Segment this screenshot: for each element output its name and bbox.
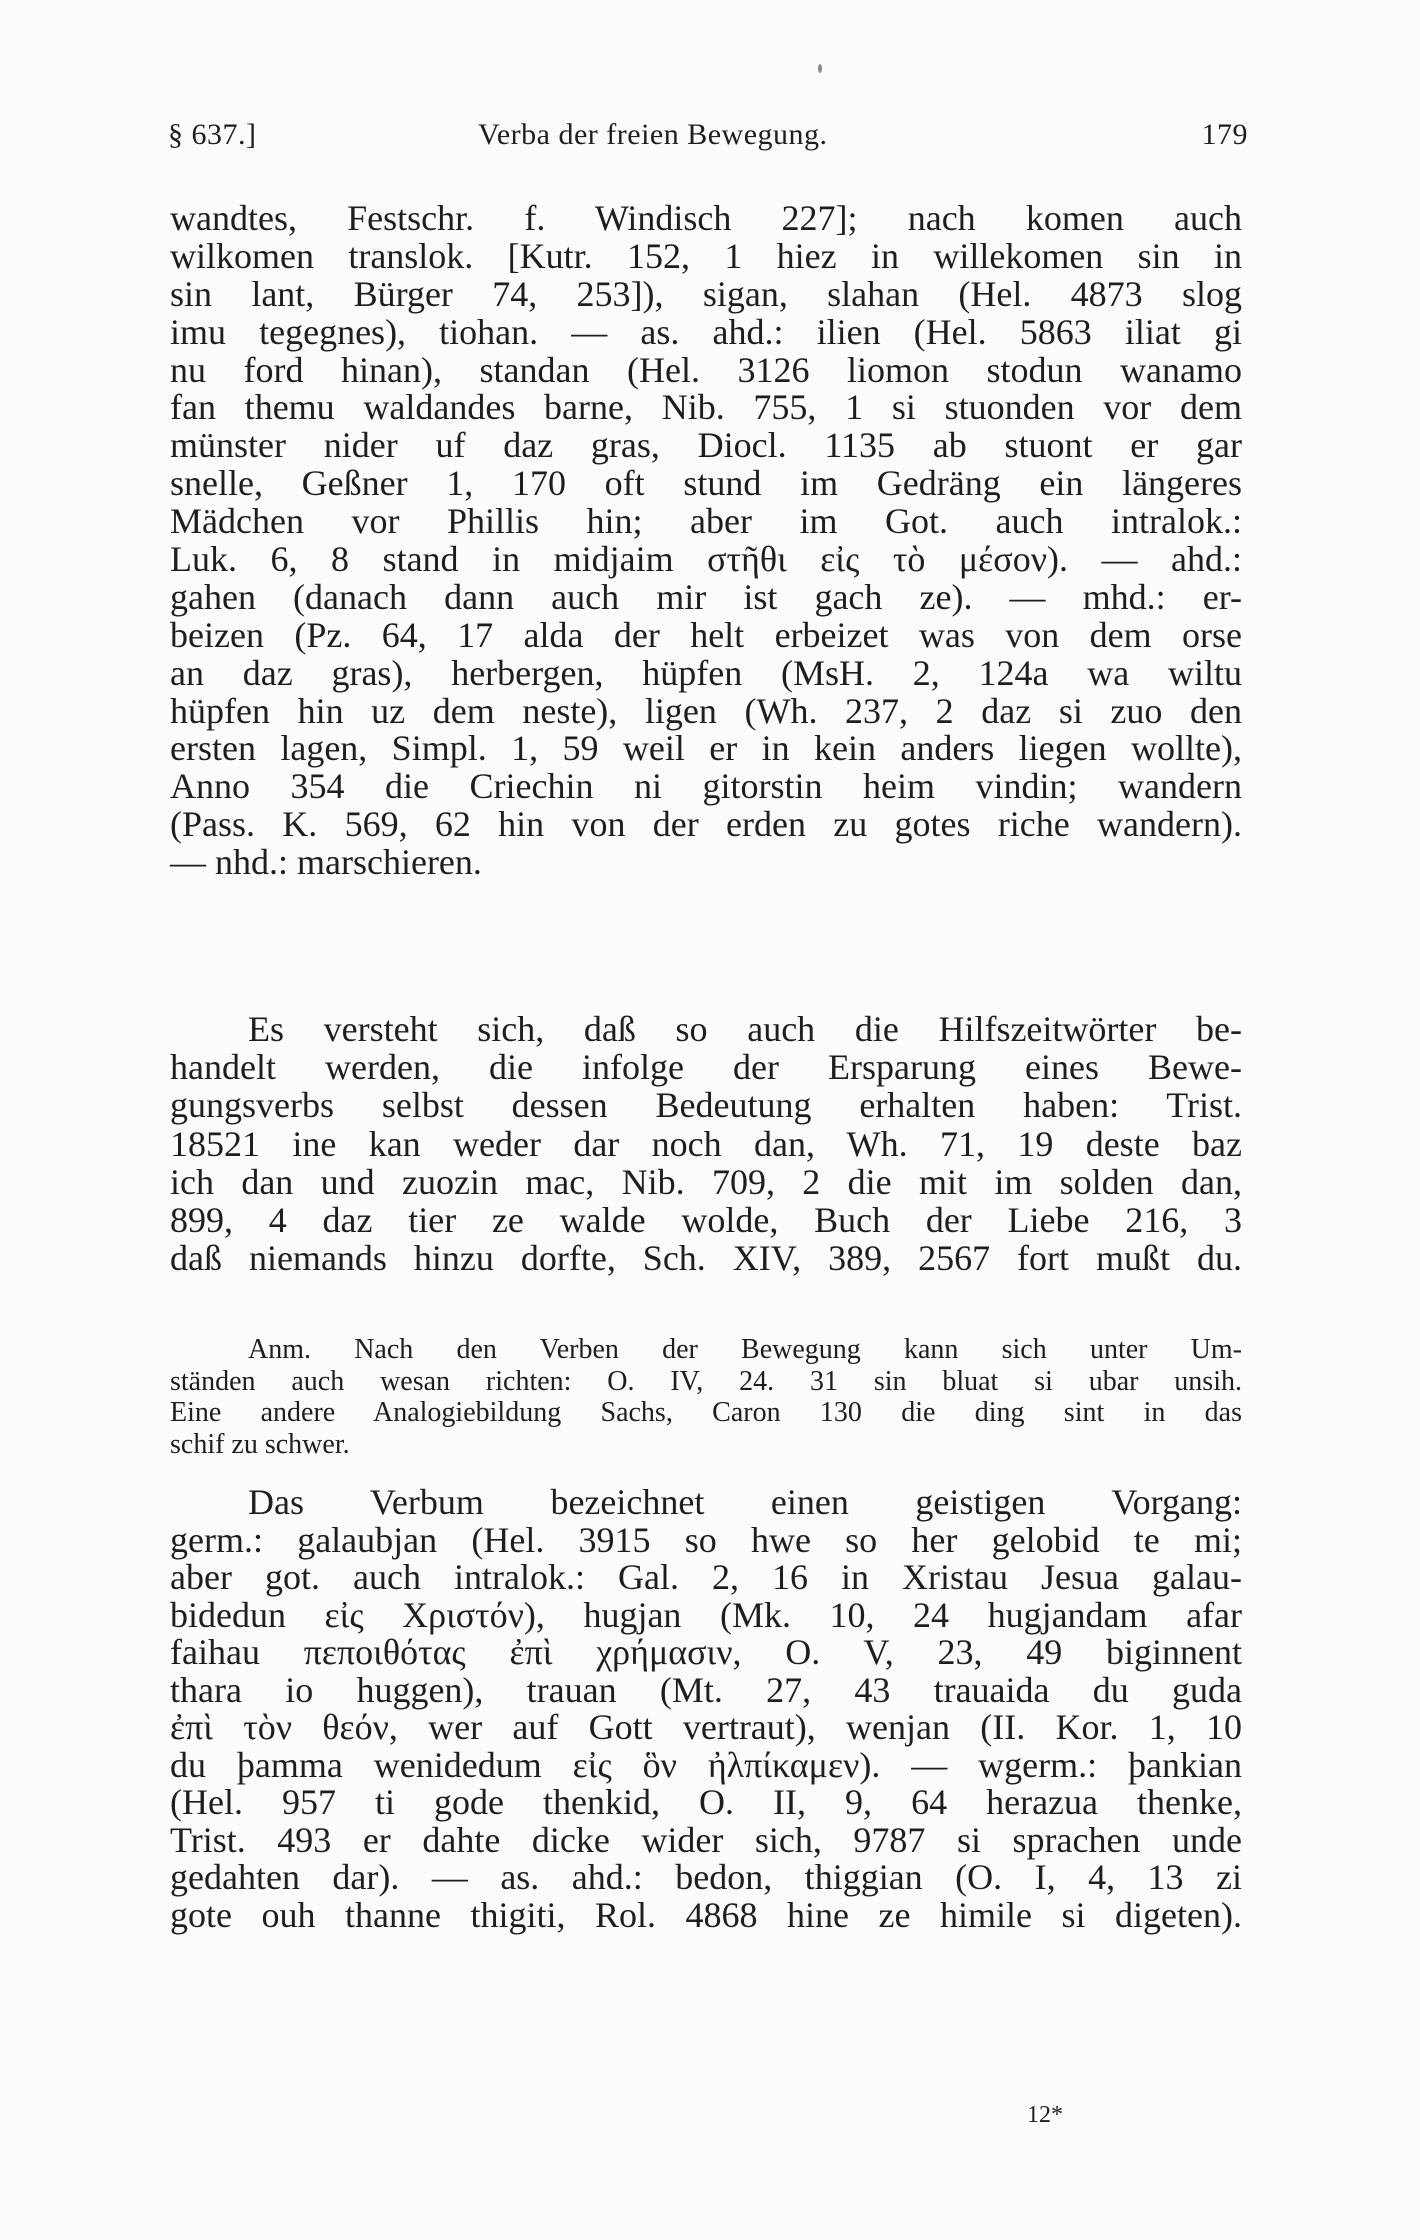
text-line: handelt werden, die infolge der Ersparung eines Bewe- xyxy=(170,1047,1242,1088)
text-line: beizen (Pz. 64, 17 alda der helt erbeizet was von dem orse xyxy=(170,614,1242,655)
note-line: schif zu schwer. xyxy=(170,1428,350,1460)
text-line: daß niemands hinzu dorfte, Sch. XIV, 389, 2567 fort mußt du. xyxy=(170,1238,1242,1279)
page-number: 179 xyxy=(1201,118,1248,151)
text-line: Das Verbum bezeichnet einen geistigen Vorgang: xyxy=(248,1482,1242,1522)
text-line: imu tegegnes), tiohan. — as. ahd.: ilien (Hel. 5863 iliat gi xyxy=(170,311,1242,352)
text-line: 899, 4 daz tier ze walde wolde, Buch der Liebe 216, 3 xyxy=(170,1199,1242,1240)
text-line: Mädchen vor Phillis hin; aber im Got. auch intralok.: xyxy=(170,501,1242,542)
text-line: hüpfen hin uz dem neste), ligen (Wh. 237, 2 daz si zuo den xyxy=(170,690,1242,731)
text-line: snelle, Geßner 1, 170 oft stund im Gedräng ein längeres xyxy=(170,463,1242,504)
note-line: Eine andere Analogiebildung Sachs, Caron 130 die ding sint in das xyxy=(170,1397,1242,1428)
text-line: fan themu waldandes barne, Nib. 755, 1 si stuonden vor dem xyxy=(170,387,1242,428)
annotation-note xyxy=(170,1334,1242,1460)
text-line: faihau πεποιθότας ἐπὶ χρήμασιν, O. V, 23, 49 biginnent xyxy=(170,1632,1242,1672)
note-line: Anm. Nach den Verben der Bewegung kann sich unter Um- xyxy=(248,1334,1242,1365)
text-line: thara io huggen), trauan (Mt. 27, 43 trauaida du guda xyxy=(170,1669,1242,1710)
text-line: — nhd.: marschieren. xyxy=(170,842,482,883)
text-line: (Hel. 957 ti gode thenkid, O. II, 9, 64 herazua thenke, xyxy=(170,1782,1242,1822)
paragraph-mental-process xyxy=(170,1484,1242,1934)
text-line: nu ford hinan), standan (Hel. 3126 liomon stodun wanamo xyxy=(170,349,1242,390)
text-line: an daz gras), herbergen, hüpfen (MsH. 2, 124a wa wiltu xyxy=(170,652,1242,693)
running-title: Verba der freien Bewegung. xyxy=(478,118,828,151)
text-line: aber got. auch intralok.: Gal. 2, 16 in Xristau Jesua galau- xyxy=(170,1557,1242,1597)
paragraph-auxiliary-verbs xyxy=(170,1010,1242,1277)
text-line: Anno 354 die Criechin ni gitorstin heim vindin; wandern xyxy=(170,766,1242,807)
signature-mark: 12* xyxy=(1027,2102,1063,2128)
text-line: ersten lagen, Simpl. 1, 59 weil er in kein anders liegen wollte), xyxy=(170,728,1242,769)
text-line: gahen (danach dann auch mir ist gach ze). — mhd.: er- xyxy=(170,576,1242,617)
text-line: Luk. 6, 8 stand in midjaim στῆθι εἰς τὸ μέσον). — ahd.: xyxy=(170,539,1242,580)
text-line: Es versteht sich, daß so auch die Hilfszeitwörter be- xyxy=(248,1009,1242,1049)
text-line: du þamma wenidedum εἰς ὃν ἠλπίκαμεν). — wgerm.: þankian xyxy=(170,1744,1242,1785)
print-speck xyxy=(818,64,822,73)
text-line: gungsverbs selbst dessen Bedeutung erhalten haben: Trist. xyxy=(170,1085,1242,1126)
text-line: (Pass. K. 569, 62 hin von der erden zu gotes riche wandern). xyxy=(170,804,1242,845)
running-header xyxy=(168,118,1248,158)
text-line: sin lant, Bürger 74, 253]), sigan, slahan (Hel. 4873 slog xyxy=(170,273,1242,314)
text-line: ἐπὶ τὸν θεόν, wer auf Gott vertraut), wenjan (II. Kor. 1, 10 xyxy=(170,1707,1242,1747)
note-line: ständen auch wesan richten: O. IV, 24. 31 sin bluat si ubar unsih. xyxy=(170,1365,1242,1397)
text-line: germ.: galaubjan (Hel. 3915 so hwe so her gelobid te mi; xyxy=(170,1519,1242,1560)
text-line: Trist. 493 er dahte dicke wider sich, 9787 si sprachen unde xyxy=(170,1819,1242,1860)
text-line: gote ouh thanne thigiti, Rol. 4868 hine ze himile si digeten). xyxy=(170,1894,1242,1935)
text-line: wilkomen translok. [Kutr. 152, 1 hiez in willekomen sin in xyxy=(170,235,1242,276)
text-line: ich dan und zuozin mac, Nib. 709, 2 die mit im solden dan, xyxy=(170,1161,1242,1202)
paragraph-continued xyxy=(170,200,1242,882)
text-line: münster nider uf daz gras, Diocl. 1135 ab stuont er gar xyxy=(170,425,1242,466)
text-line: gedahten dar). — as. ahd.: bedon, thiggian (O. I, 4, 13 zi xyxy=(170,1857,1242,1897)
text-line: 18521 ine kan weder dar noch dan, Wh. 71, 19 deste baz xyxy=(170,1123,1242,1164)
text-line: bidedun εἰς Χριστόν), hugjan (Mk. 10, 24 hugjandam afar xyxy=(170,1594,1242,1635)
section-reference: § 637.] xyxy=(168,118,257,151)
text-line: wandtes, Festschr. f. Windisch 227]; nach komen auch xyxy=(170,198,1242,238)
